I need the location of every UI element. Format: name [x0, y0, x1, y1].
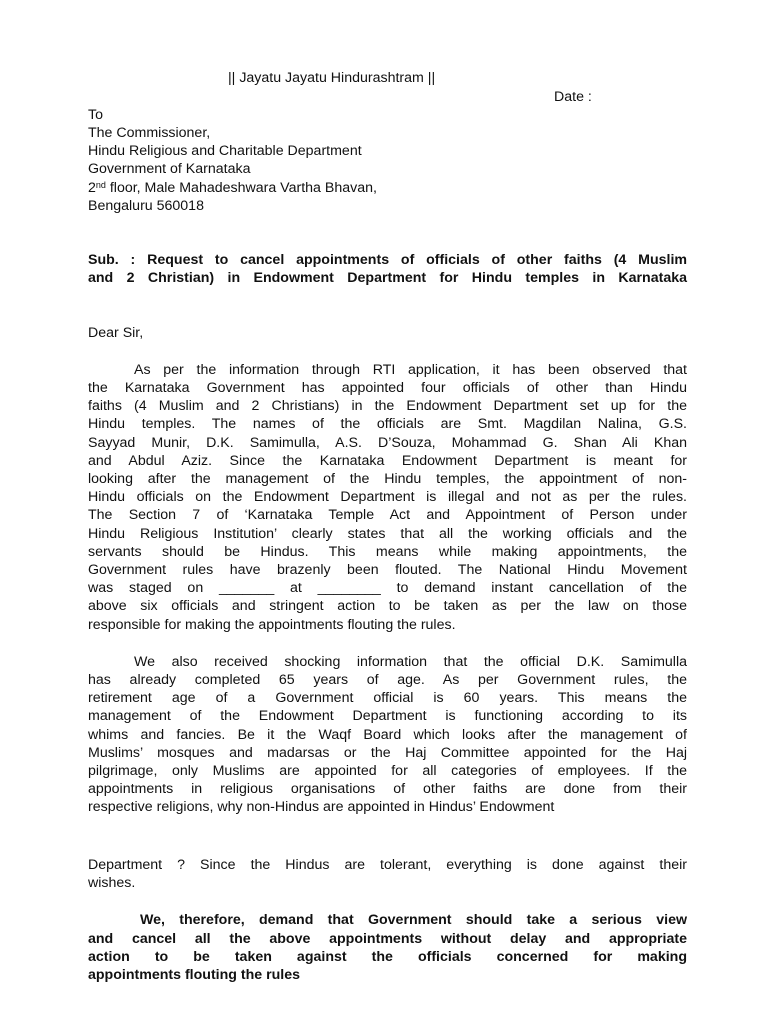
- paragraph-line: whims and fancies. Be it the Waqf Board which looks after the management of: [88, 727, 687, 743]
- paragraph-line: We also received shocking information that the official D.K. Samimulla: [134, 654, 687, 670]
- paragraph-line: action to be taken against the officials concerned for making: [88, 949, 687, 965]
- paragraph-line: wishes.: [88, 875, 136, 891]
- address-floor-text: floor, Male Mahadeshwara Vartha Bhavan,: [105, 180, 377, 196]
- address-government: Government of Karnataka: [88, 161, 251, 177]
- address-floor-number: 2: [88, 180, 96, 196]
- paragraph-line: above six officials and stringent action to be taken as per the law on those: [88, 598, 687, 614]
- date-label: Date :: [554, 89, 592, 105]
- paragraph-line: respective religions, why non-Hindus are appointed in Hindus’ Endowment: [88, 799, 555, 815]
- paragraph-line: and cancel all the above appointments without delay and appropriate: [88, 931, 687, 947]
- paragraph-line: Hindu Religious Institution’ clearly states that all the working officials and the: [88, 526, 687, 542]
- paragraph-line: We, therefore, demand that Government should take a serious view: [140, 912, 687, 928]
- paragraph-line: and Abdul Aziz. Since the Karnataka Endowment Department is meant for: [88, 453, 687, 469]
- paragraph-line: looking after the management of the Hindu temples, the appointment of non-: [88, 471, 687, 487]
- paragraph-line: Sayyad Munir, D.K. Samimulla, A.S. D’Souza, Mohammad G. Shan Ali Khan: [88, 435, 687, 451]
- paragraph-line: Department ? Since the Hindus are tolerant, everything is done against their: [88, 857, 687, 873]
- address-city: Bengaluru 560018: [88, 198, 204, 214]
- paragraph-line: Hindu temples. The names of the officials are Smt. Magdilan Nalina, G.S.: [88, 416, 687, 432]
- paragraph-line: has already completed 65 years of age. As per Government rules, the: [88, 672, 687, 688]
- paragraph-line: servants should be Hindus. This means while making appointments, the: [88, 544, 687, 560]
- address-department: Hindu Religious and Charitable Department: [88, 143, 362, 159]
- paragraph-line: faiths (4 Muslim and 2 Christians) in the Endowment Department set up for the: [88, 398, 687, 414]
- paragraph-line: pilgrimage, only Muslims are appointed for all categories of employees. If the: [88, 763, 687, 779]
- paragraph-line: retirement age of a Government official is 60 years. This means the: [88, 690, 687, 706]
- address-floor-suffix: nd: [95, 180, 106, 190]
- paragraph-line: appointments in religious organisations of other faiths are done from their: [88, 781, 687, 797]
- paragraph-line: was staged on _______ at ________ to demand instant cancellation of the: [88, 580, 687, 596]
- subject-line: Sub. : Request to cancel appointments of officials of other faiths (4 Muslim: [88, 252, 687, 268]
- paragraph-line: appointments flouting the rules: [88, 967, 301, 983]
- paragraph-line: the Karnataka Government has appointed four officials of other than Hindu: [88, 380, 687, 396]
- subject-line: and 2 Christian) in Endowment Department for Hindu temples in Karnataka: [88, 270, 687, 286]
- paragraph-line: management of the Endowment Department is functioning according to its: [88, 708, 687, 724]
- letter-header: || Jayatu Jayatu Hindurashtram ||: [228, 70, 436, 86]
- paragraph-line: responsible for making the appointments flouting the rules.: [88, 617, 456, 633]
- address-floor: [88, 179, 377, 197]
- address-to: To: [88, 107, 103, 123]
- paragraph-line: Government rules have brazenly been flouted. The National Hindu Movement: [88, 562, 687, 578]
- salutation: Dear Sir,: [88, 325, 144, 341]
- paragraph-line: Muslims’ mosques and madarsas or the Haj Committee appointed for the Haj: [88, 745, 687, 761]
- paragraph-line: As per the information through RTI application, it has been observed that: [134, 362, 687, 378]
- address-recipient: The Commissioner,: [88, 125, 211, 141]
- paragraph-line: Hindu officials on the Endowment Department is illegal and not as per the rules.: [88, 489, 687, 505]
- paragraph-line: The Section 7 of ‘Karnataka Temple Act and Appointment of Person under: [88, 507, 687, 523]
